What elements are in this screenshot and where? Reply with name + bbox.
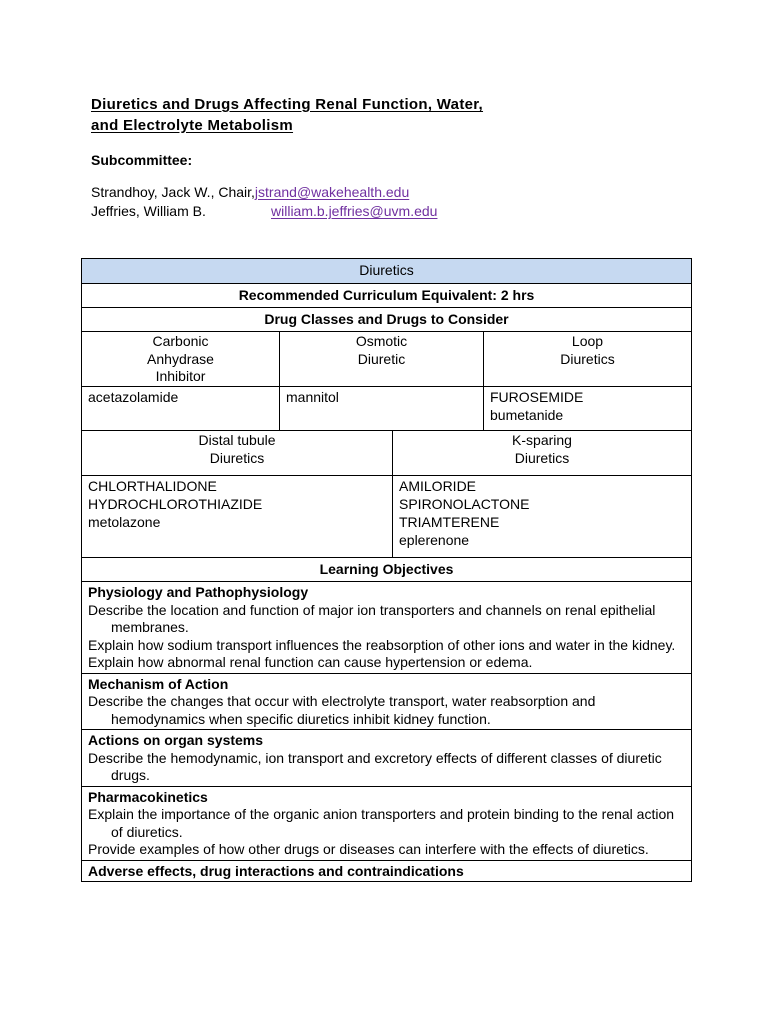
drug-list-cell bbox=[82, 387, 279, 430]
drug-class-name: Carbonic Anhydrase Inhibitor bbox=[147, 333, 214, 384]
drug-name: SPIRONOLACTONE bbox=[399, 496, 530, 512]
drug-class-cell bbox=[279, 332, 483, 386]
curriculum-table bbox=[81, 258, 692, 882]
member-email-link[interactable]: jstrand@wakehealth.edu bbox=[254, 184, 410, 200]
drug-class-name: Osmotic Diuretic bbox=[355, 333, 408, 367]
learning-objectives-heading: Learning Objectives bbox=[82, 557, 691, 581]
drug-name: CHLORTHALIDONE bbox=[88, 478, 217, 494]
table-header: Diuretics bbox=[82, 259, 691, 283]
drug-name: AMILORIDE bbox=[399, 478, 477, 494]
drug-name: bumetanide bbox=[490, 407, 564, 423]
objective-section-heading: Mechanism of Action bbox=[88, 675, 229, 692]
member-name: Strandhoy, Jack W., Chair, bbox=[91, 184, 255, 200]
member-email-link[interactable]: william.b.jeffries@uvm.edu bbox=[271, 203, 438, 219]
drug-class-name: Distal tubule Diuretics bbox=[198, 432, 276, 466]
drug-classes-heading: Drug Classes and Drugs to Consider bbox=[82, 307, 691, 331]
drug-name: acetazolamide bbox=[88, 389, 179, 405]
objective-section bbox=[82, 673, 691, 730]
drug-name: FUROSEMIDE bbox=[490, 389, 584, 405]
objective-item: Describe the location and function of major ion transporters and channels on renal epithelial membranes. bbox=[88, 601, 656, 635]
drug-list-cell bbox=[279, 387, 483, 430]
drug-name: metolazone bbox=[88, 514, 161, 530]
drug-list-row bbox=[82, 386, 691, 430]
drug-list-row bbox=[82, 475, 691, 557]
title-line-2: and Electrolyte Metabolism bbox=[91, 117, 294, 134]
drug-name: HYDROCHLOROTHIAZIDE bbox=[88, 496, 263, 512]
objective-section bbox=[82, 786, 691, 860]
drug-list-cell bbox=[82, 476, 392, 557]
drug-class-cell bbox=[82, 431, 392, 475]
drug-name: eplerenone bbox=[399, 532, 470, 548]
objective-section bbox=[82, 581, 691, 673]
drug-class-row bbox=[82, 331, 691, 386]
objective-item: Describe the hemodynamic, ion transport and excretory effects of different classes of diuretic drugs. bbox=[88, 749, 662, 783]
objective-section bbox=[82, 729, 691, 786]
subcommittee-heading: Subcommittee: bbox=[91, 152, 193, 168]
drug-class-name: Loop Diuretics bbox=[560, 333, 615, 367]
drug-name: TRIAMTERENE bbox=[399, 514, 500, 530]
objective-section-heading: Actions on organ systems bbox=[88, 732, 264, 748]
objective-section-heading: Physiology and Pathophysiology bbox=[88, 584, 309, 600]
drug-name: mannitol bbox=[286, 389, 339, 405]
drug-class-cell bbox=[392, 431, 691, 475]
title-line-1: Diuretics and Drugs Affecting Renal Function, Water, bbox=[91, 96, 484, 113]
objective-item: Explain the importance of the organic anion transporters and protein binding to the renal action of diuretics. bbox=[88, 806, 675, 840]
drug-list-cell bbox=[392, 476, 691, 557]
curriculum-equivalent: Recommended Curriculum Equivalent: 2 hrs bbox=[82, 283, 691, 307]
member-name: Jeffries, William B. bbox=[91, 203, 206, 219]
drug-class-row bbox=[82, 430, 691, 475]
subcommittee-member bbox=[91, 183, 409, 201]
drug-list-cell bbox=[483, 387, 691, 430]
subcommittee-member bbox=[91, 202, 437, 220]
objective-section-heading: Adverse effects, drug interactions and contraindications bbox=[88, 862, 464, 879]
objective-item: Explain how sodium transport influences the reabsorption of other ions and water in the kidney. bbox=[88, 636, 676, 653]
objective-item: Provide examples of how other drugs or diseases can interfere with the effects of diuretics. bbox=[88, 841, 649, 857]
objective-item: Describe the changes that occur with electrolyte transport, water reabsorption and hemodynamics when specific diuretics inhibit kidney function. bbox=[88, 693, 596, 727]
objective-item: Explain how abnormal renal function can cause hypertension or edema. bbox=[88, 654, 533, 670]
objective-section bbox=[82, 860, 691, 882]
objective-section-heading: Pharmacokinetics bbox=[88, 788, 208, 805]
drug-class-cell bbox=[483, 332, 691, 386]
document-title bbox=[91, 94, 483, 136]
drug-class-cell bbox=[82, 332, 279, 386]
drug-class-name: K-sparing Diuretics bbox=[512, 432, 572, 466]
